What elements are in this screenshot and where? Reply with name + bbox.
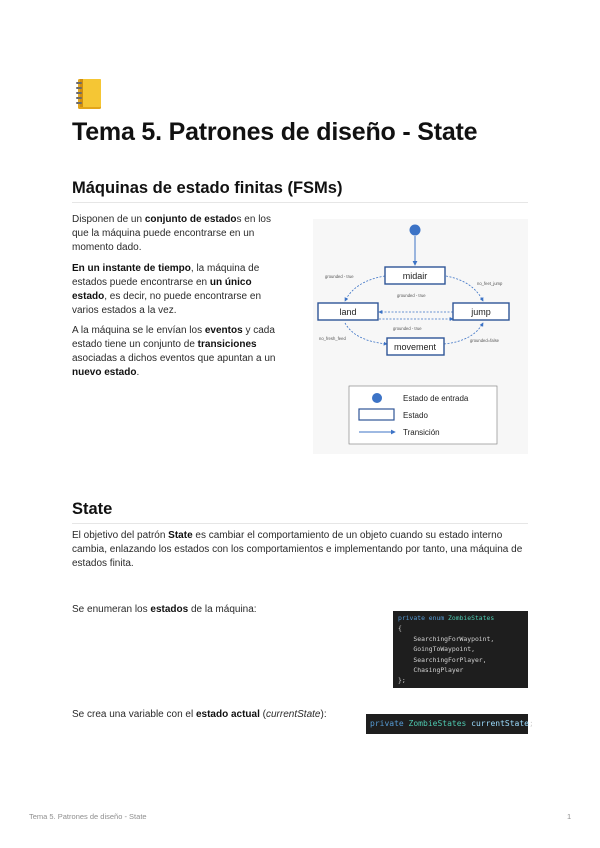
transition-label: no_feet_jump xyxy=(477,281,503,286)
state-jump xyxy=(453,303,509,320)
diagram-legend xyxy=(349,386,497,444)
legend-state-label: Estado xyxy=(403,411,428,420)
page-title: Tema 5. Patrones de diseño - State xyxy=(72,118,478,146)
state-paragraph-1: El objetivo del patrón State es cambiar el comportamiento de un objeto cuando su estado interno cambia, enlazando los estados con los comportamientos e implementando por tanto, una máquina de estados finita. xyxy=(72,530,523,569)
transition-label: no_fresh_feed xyxy=(319,336,346,341)
state-land xyxy=(318,303,378,320)
footer-title: Tema 5. Patrones de diseño - State xyxy=(29,812,147,821)
transition-label: grounded - true xyxy=(397,293,426,298)
code-block-variable: private ZombieStates currentState; xyxy=(366,714,528,734)
state-label: land xyxy=(339,307,357,317)
legend-entry-label: Estado de entrada xyxy=(403,394,469,403)
fsm-paragraph-2: En un instante de tiempo, la máquina de estados puede encontrarse en un único estado, es decir, no puede encontrarse en varios estados a la vez. xyxy=(72,263,262,316)
state-paragraph-2: Se enumeran los estados de la máquina: xyxy=(72,604,257,615)
entry-state-dot xyxy=(410,225,421,236)
page-number: 1 xyxy=(567,812,572,821)
transition-label: grounded - true xyxy=(325,274,354,279)
state-midair xyxy=(385,267,445,284)
fsm-diagram xyxy=(313,219,528,454)
state-paragraph-3: Se crea una variable con el estado actual (currentState): xyxy=(72,709,327,720)
section-heading-state: State xyxy=(72,500,113,518)
code-block-enum: private enum ZombieStates { SearchingForWaypoint, GoingToWaypoint, SearchingForPlayer, ChasingPlayer }; xyxy=(393,611,528,688)
state-label: jump xyxy=(471,307,491,317)
state-label: movement xyxy=(393,342,437,352)
notebook-icon xyxy=(74,78,104,110)
fsm-paragraph-3: A la máquina se le envían los eventos y cada estado tiene un conjunto de transiciones asociadas a dichos eventos que apuntan a un nuevo estado. xyxy=(72,325,276,378)
fsm-paragraph-1: Disponen de un conjunto de estados en los que la máquina puede encontrarse en un momento dado. xyxy=(72,214,271,253)
section-heading-fsm: Máquinas de estado finitas (FSMs) xyxy=(72,179,343,197)
state-label: midair xyxy=(402,271,428,281)
state-movement xyxy=(387,338,444,355)
transition-label: grounded - true xyxy=(393,326,422,331)
section-divider xyxy=(72,202,528,203)
legend-state-marker xyxy=(359,409,394,420)
legend-entry-marker xyxy=(372,393,382,403)
transition-label: grounded=false xyxy=(470,338,499,343)
legend-transition-label: Transición xyxy=(403,428,440,437)
section-divider xyxy=(72,523,528,524)
